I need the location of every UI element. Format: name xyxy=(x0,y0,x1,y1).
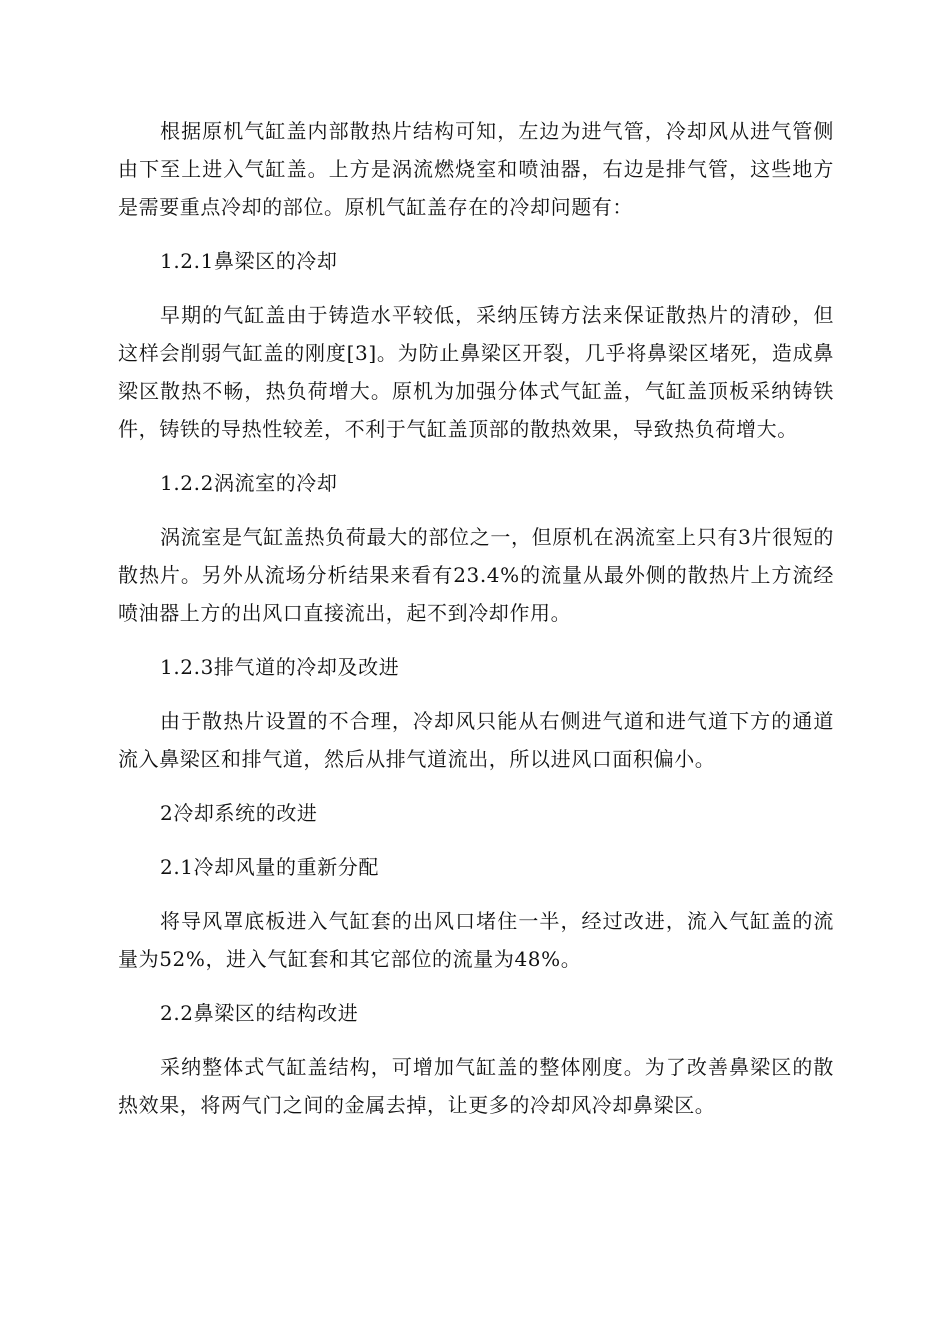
heading-2-2: 2.2鼻梁区的结构改进 xyxy=(160,1001,359,1025)
paragraph-swirl-chamber-cooling: 涡流室是气缸盖热负荷最大的部位之一，但原机在涡流室上只有3片很短的散热片。另外从流场分析结果来看有23.4%的流量从最外侧的散热片上方流经喷油器上方的出风口直接流出，起不到冷却作用。 xyxy=(118,525,834,625)
heading-1-2-2: 1.2.2涡流室的冷却 xyxy=(160,471,338,495)
heading-2: 2冷却系统的改进 xyxy=(160,801,318,825)
heading-1-2-1: 1.2.1鼻梁区的冷却 xyxy=(160,249,338,273)
heading-1-2-3: 1.2.3排气道的冷却及改进 xyxy=(160,655,400,679)
paragraph-nose-bridge-improvement: 采纳整体式气缸盖结构，可增加气缸盖的整体刚度。为了改善鼻梁区的散热效果，将两气门之间的金属去掉，让更多的冷却风冷却鼻梁区。 xyxy=(118,1055,834,1117)
heading-2-1: 2.1冷却风量的重新分配 xyxy=(160,855,380,879)
paragraph-cylinder-head-fins: 根据原机气缸盖内部散热片结构可知，左边为进气管，冷却风从进气管侧由下至上进入气缸盖。上方是涡流燃烧室和喷油器，右边是排气管，这些地方是需要重点冷却的部位。原机气缸盖存在的冷却问题有： xyxy=(118,119,834,219)
document-body xyxy=(118,112,834,1140)
paragraph-airflow-redistribution: 将导风罩底板进入气缸套的出风口堵住一半，经过改进，流入气缸盖的流量为52%，进入气缸套和其它部位的流量为48%。 xyxy=(118,909,834,971)
paragraph-exhaust-cooling: 由于散热片设置的不合理，冷却风只能从右侧进气道和进气道下方的通道流入鼻梁区和排气道，然后从排气道流出，所以进风口面积偏小。 xyxy=(118,709,834,771)
paragraph-nose-bridge-cooling: 早期的气缸盖由于铸造水平较低，采纳压铸方法来保证散热片的清砂，但这样会削弱气缸盖的刚度[3]。为防止鼻梁区开裂，几乎将鼻梁区堵死，造成鼻梁区散热不畅，热负荷增大。原机为加强分体式气缸盖，气缸盖顶板采纳铸铁件，铸铁的导热性较差，不利于气缸盖顶部的散热效果，导致热负荷增大。 xyxy=(118,303,834,441)
